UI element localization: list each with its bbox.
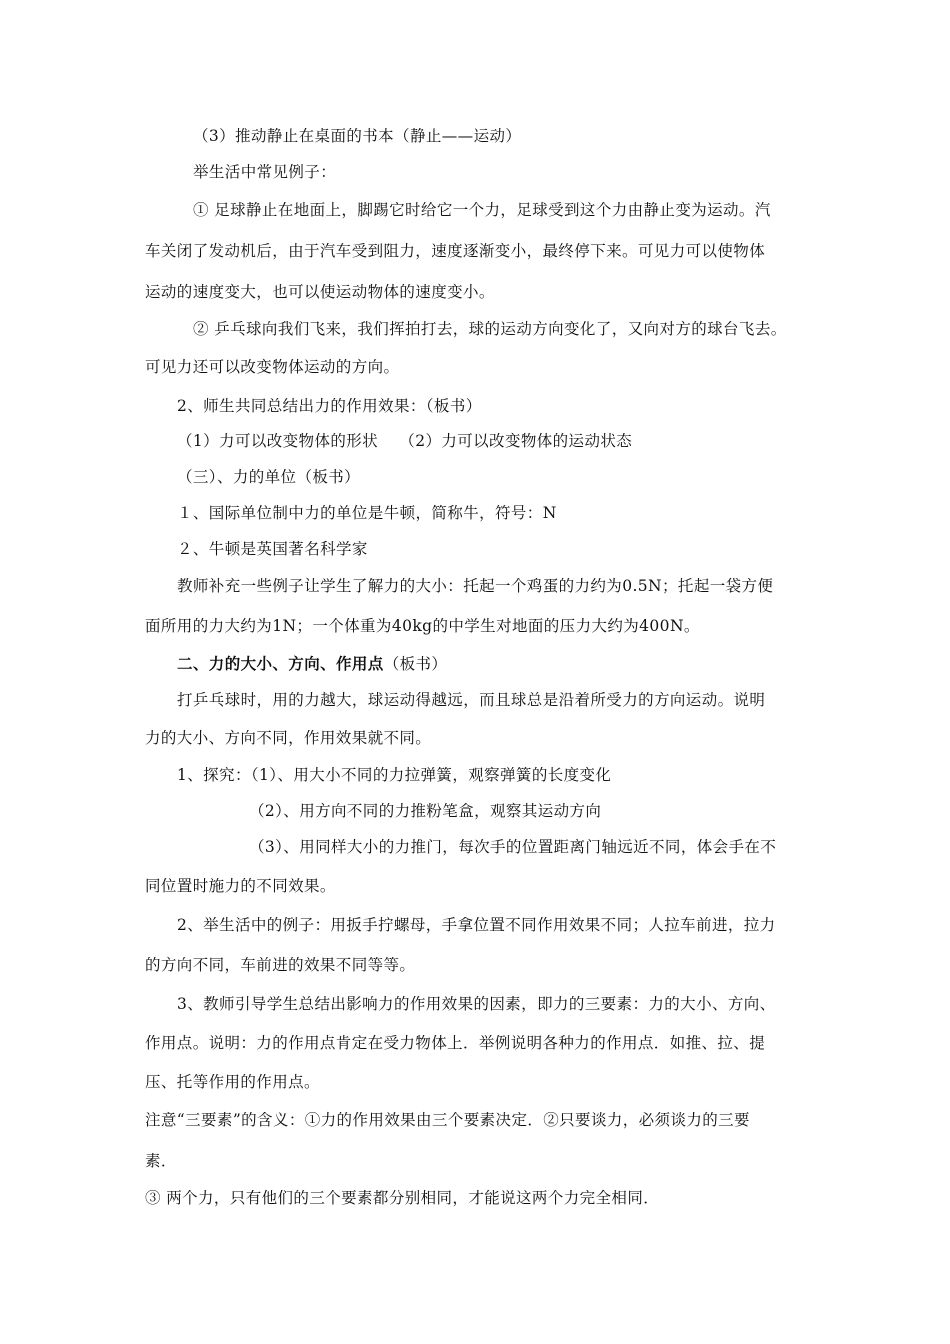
text-line: 教师补充一些例子让学生了解力的大小：托起一个鸡蛋的力约为0.5N；托起一袋方便: [177, 577, 774, 595]
text-line: 同位置时施力的不同效果。: [145, 877, 336, 895]
text-line: 注意“三要素”的含义：①力的作用效果由三个要素决定．②只要谈力，必须谈力的三要: [145, 1111, 750, 1129]
section-heading-title: 二、力的大小、方向、作用点: [177, 654, 384, 673]
text-line: （3）、用同样大小的力推门，每次手的位置距离门轴远近不同，体会手在不: [249, 838, 777, 856]
text-line: ③ 两个力，只有他们的三个要素都分别相同，才能说这两个力完全相同．: [145, 1189, 660, 1207]
text-line: ２、牛顿是英国著名科学家: [177, 540, 368, 558]
text-line: （3）推动静止在桌面的书本（静止——运动）: [193, 127, 522, 145]
text-line: 面所用的力大约为1N；一个体重为40kg的中学生对地面的压力大约为400N。: [145, 617, 700, 635]
text-line: 可见力还可以改变物体运动的方向。: [145, 358, 400, 376]
section-heading: [177, 654, 447, 674]
text-line: 压、托等作用的作用点。: [145, 1073, 320, 1091]
text-line: 2、师生共同总结出力的作用效果：（板书）: [177, 397, 482, 415]
text-line: 作用点。说明：力的作用点肯定在受力物体上．举例说明各种力的作用点．如推、拉、提: [145, 1034, 766, 1052]
text-line: 运动的速度变大，也可以使运动物体的速度变小。: [145, 283, 495, 301]
text-line: （2）、用方向不同的力推粉笔盒，观察其运动方向: [249, 802, 602, 820]
text-line: ① 足球静止在地面上，脚踢它时给它一个力，足球受到这个力由静止变为运动。汽: [193, 201, 771, 219]
text-line: 举生活中常见例子：: [193, 163, 337, 181]
text-line: １、国际单位制中力的单位是牛顿，简称牛，符号：N: [177, 504, 557, 522]
text-line: 素．: [145, 1152, 177, 1170]
text-line: 车关闭了发动机后，由于汽车受到阻力，速度逐渐变小，最终停下来。可见力可以使物体: [145, 242, 766, 260]
text-line: （1）力可以改变物体的形状 （2）力可以改变物体的运动状态: [177, 432, 633, 450]
text-line: （三）、力的单位（板书）: [177, 468, 361, 486]
text-line: 2、举生活中的例子：用扳手拧螺母，手拿位置不同作用效果不同；人拉车前进，拉力: [177, 916, 776, 934]
text-line: 力的大小、方向不同，作用效果就不同。: [145, 729, 432, 747]
text-line: 的方向不同，车前进的效果不同等等。: [145, 956, 416, 974]
text-line: 1、探究：（1）、用大小不同的力拉弹簧，观察弹簧的长度变化: [177, 766, 612, 784]
section-heading-note: （板书）: [383, 655, 448, 673]
text-line: ② 乒乓球向我们飞来，我们挥拍打去，球的运动方向变化了，又向对方的球台飞去。: [193, 320, 787, 338]
text-line: 3、教师引导学生总结出影响力的作用效果的因素，即力的三要素：力的大小、方向、: [177, 995, 776, 1013]
text-line: 打乒乓球时，用的力越大，球运动得越远，而且球总是沿着所受力的方向运动。说明: [177, 691, 766, 709]
